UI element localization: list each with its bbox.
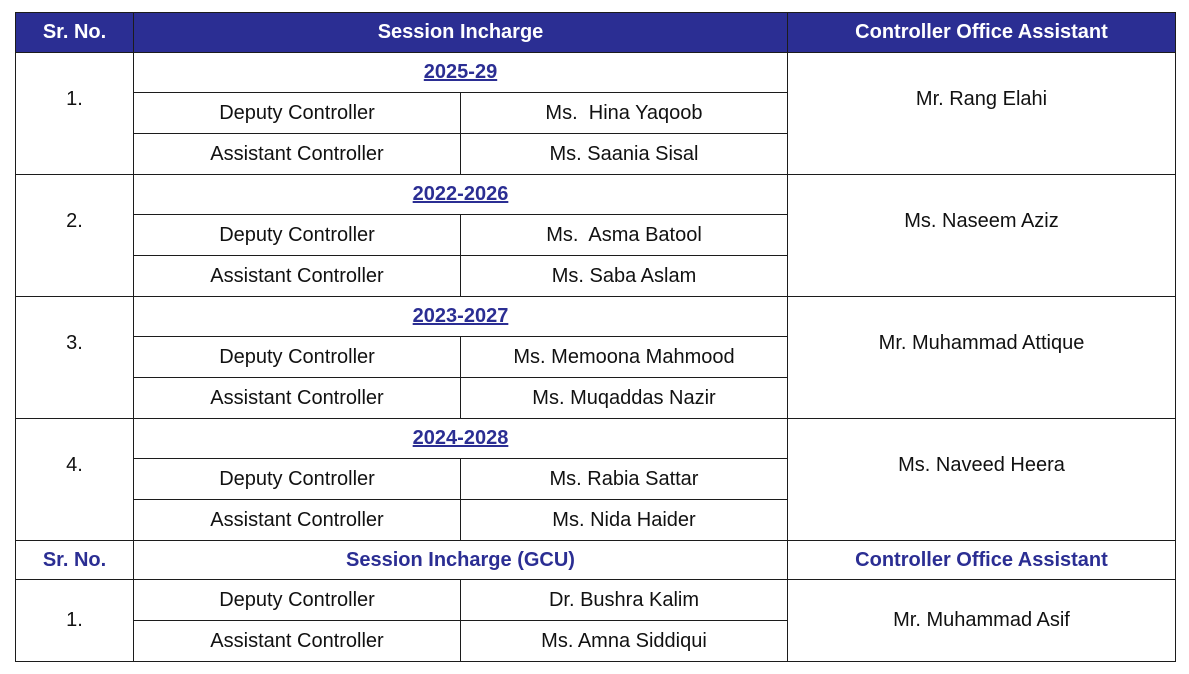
role-label: Deputy Controller <box>134 93 461 134</box>
gcu-header-session-incharge: Session Incharge (GCU) <box>134 541 788 580</box>
person-name: Ms. Amna Siddiqui <box>461 621 788 662</box>
header-controller-office-assistant: Controller Office Assistant <box>788 13 1176 53</box>
header-session-incharge: Session Incharge <box>134 13 788 53</box>
gcu-header-controller-office-assistant: Controller Office Assistant <box>788 541 1176 580</box>
table-row <box>16 419 1176 459</box>
sr-no-cell: 1. <box>16 580 134 662</box>
office-assistant-cell: Ms. Naveed Heera <box>788 419 1176 541</box>
sr-no-cell: 3. <box>16 297 134 419</box>
person-name: Ms. Saania Sisal <box>461 134 788 175</box>
office-assistant-cell: Mr. Muhammad Asif <box>788 580 1176 662</box>
person-name: Ms. Nida Haider <box>461 500 788 541</box>
office-assistant-cell: Ms. Naseem Aziz <box>788 175 1176 297</box>
gcu-header-sr-no: Sr. No. <box>16 541 134 580</box>
role-label: Assistant Controller <box>134 500 461 541</box>
table-header-row <box>16 13 1176 53</box>
session-title: 2022-2026 <box>134 175 788 215</box>
person-name: Ms. Rabia Sattar <box>461 459 788 500</box>
table-row <box>16 53 1176 93</box>
person-name: Ms. Asma Batool <box>461 215 788 256</box>
office-assistant-cell: Mr. Muhammad Attique <box>788 297 1176 419</box>
sr-no-cell: 2. <box>16 175 134 297</box>
role-label: Assistant Controller <box>134 256 461 297</box>
role-label: Deputy Controller <box>134 459 461 500</box>
incharge-table <box>15 12 1176 662</box>
person-name: Ms. Memoona Mahmood <box>461 337 788 378</box>
role-label: Deputy Controller <box>134 215 461 256</box>
office-assistant-cell: Mr. Rang Elahi <box>788 53 1176 175</box>
session-title: 2024-2028 <box>134 419 788 459</box>
person-name: Ms. Saba Aslam <box>461 256 788 297</box>
person-name: Ms. Hina Yaqoob <box>461 93 788 134</box>
gcu-header-row <box>16 541 1176 580</box>
role-label: Deputy Controller <box>134 337 461 378</box>
role-label: Deputy Controller <box>134 580 461 621</box>
table-row <box>16 580 1176 621</box>
session-title: 2023-2027 <box>134 297 788 337</box>
sr-no-cell: 1. <box>16 53 134 175</box>
table-row <box>16 297 1176 337</box>
person-name: Ms. Muqaddas Nazir <box>461 378 788 419</box>
role-label: Assistant Controller <box>134 621 461 662</box>
header-sr-no: Sr. No. <box>16 13 134 53</box>
table-row <box>16 175 1176 215</box>
session-title: 2025-29 <box>134 53 788 93</box>
person-name: Dr. Bushra Kalim <box>461 580 788 621</box>
role-label: Assistant Controller <box>134 378 461 419</box>
role-label: Assistant Controller <box>134 134 461 175</box>
sr-no-cell: 4. <box>16 419 134 541</box>
